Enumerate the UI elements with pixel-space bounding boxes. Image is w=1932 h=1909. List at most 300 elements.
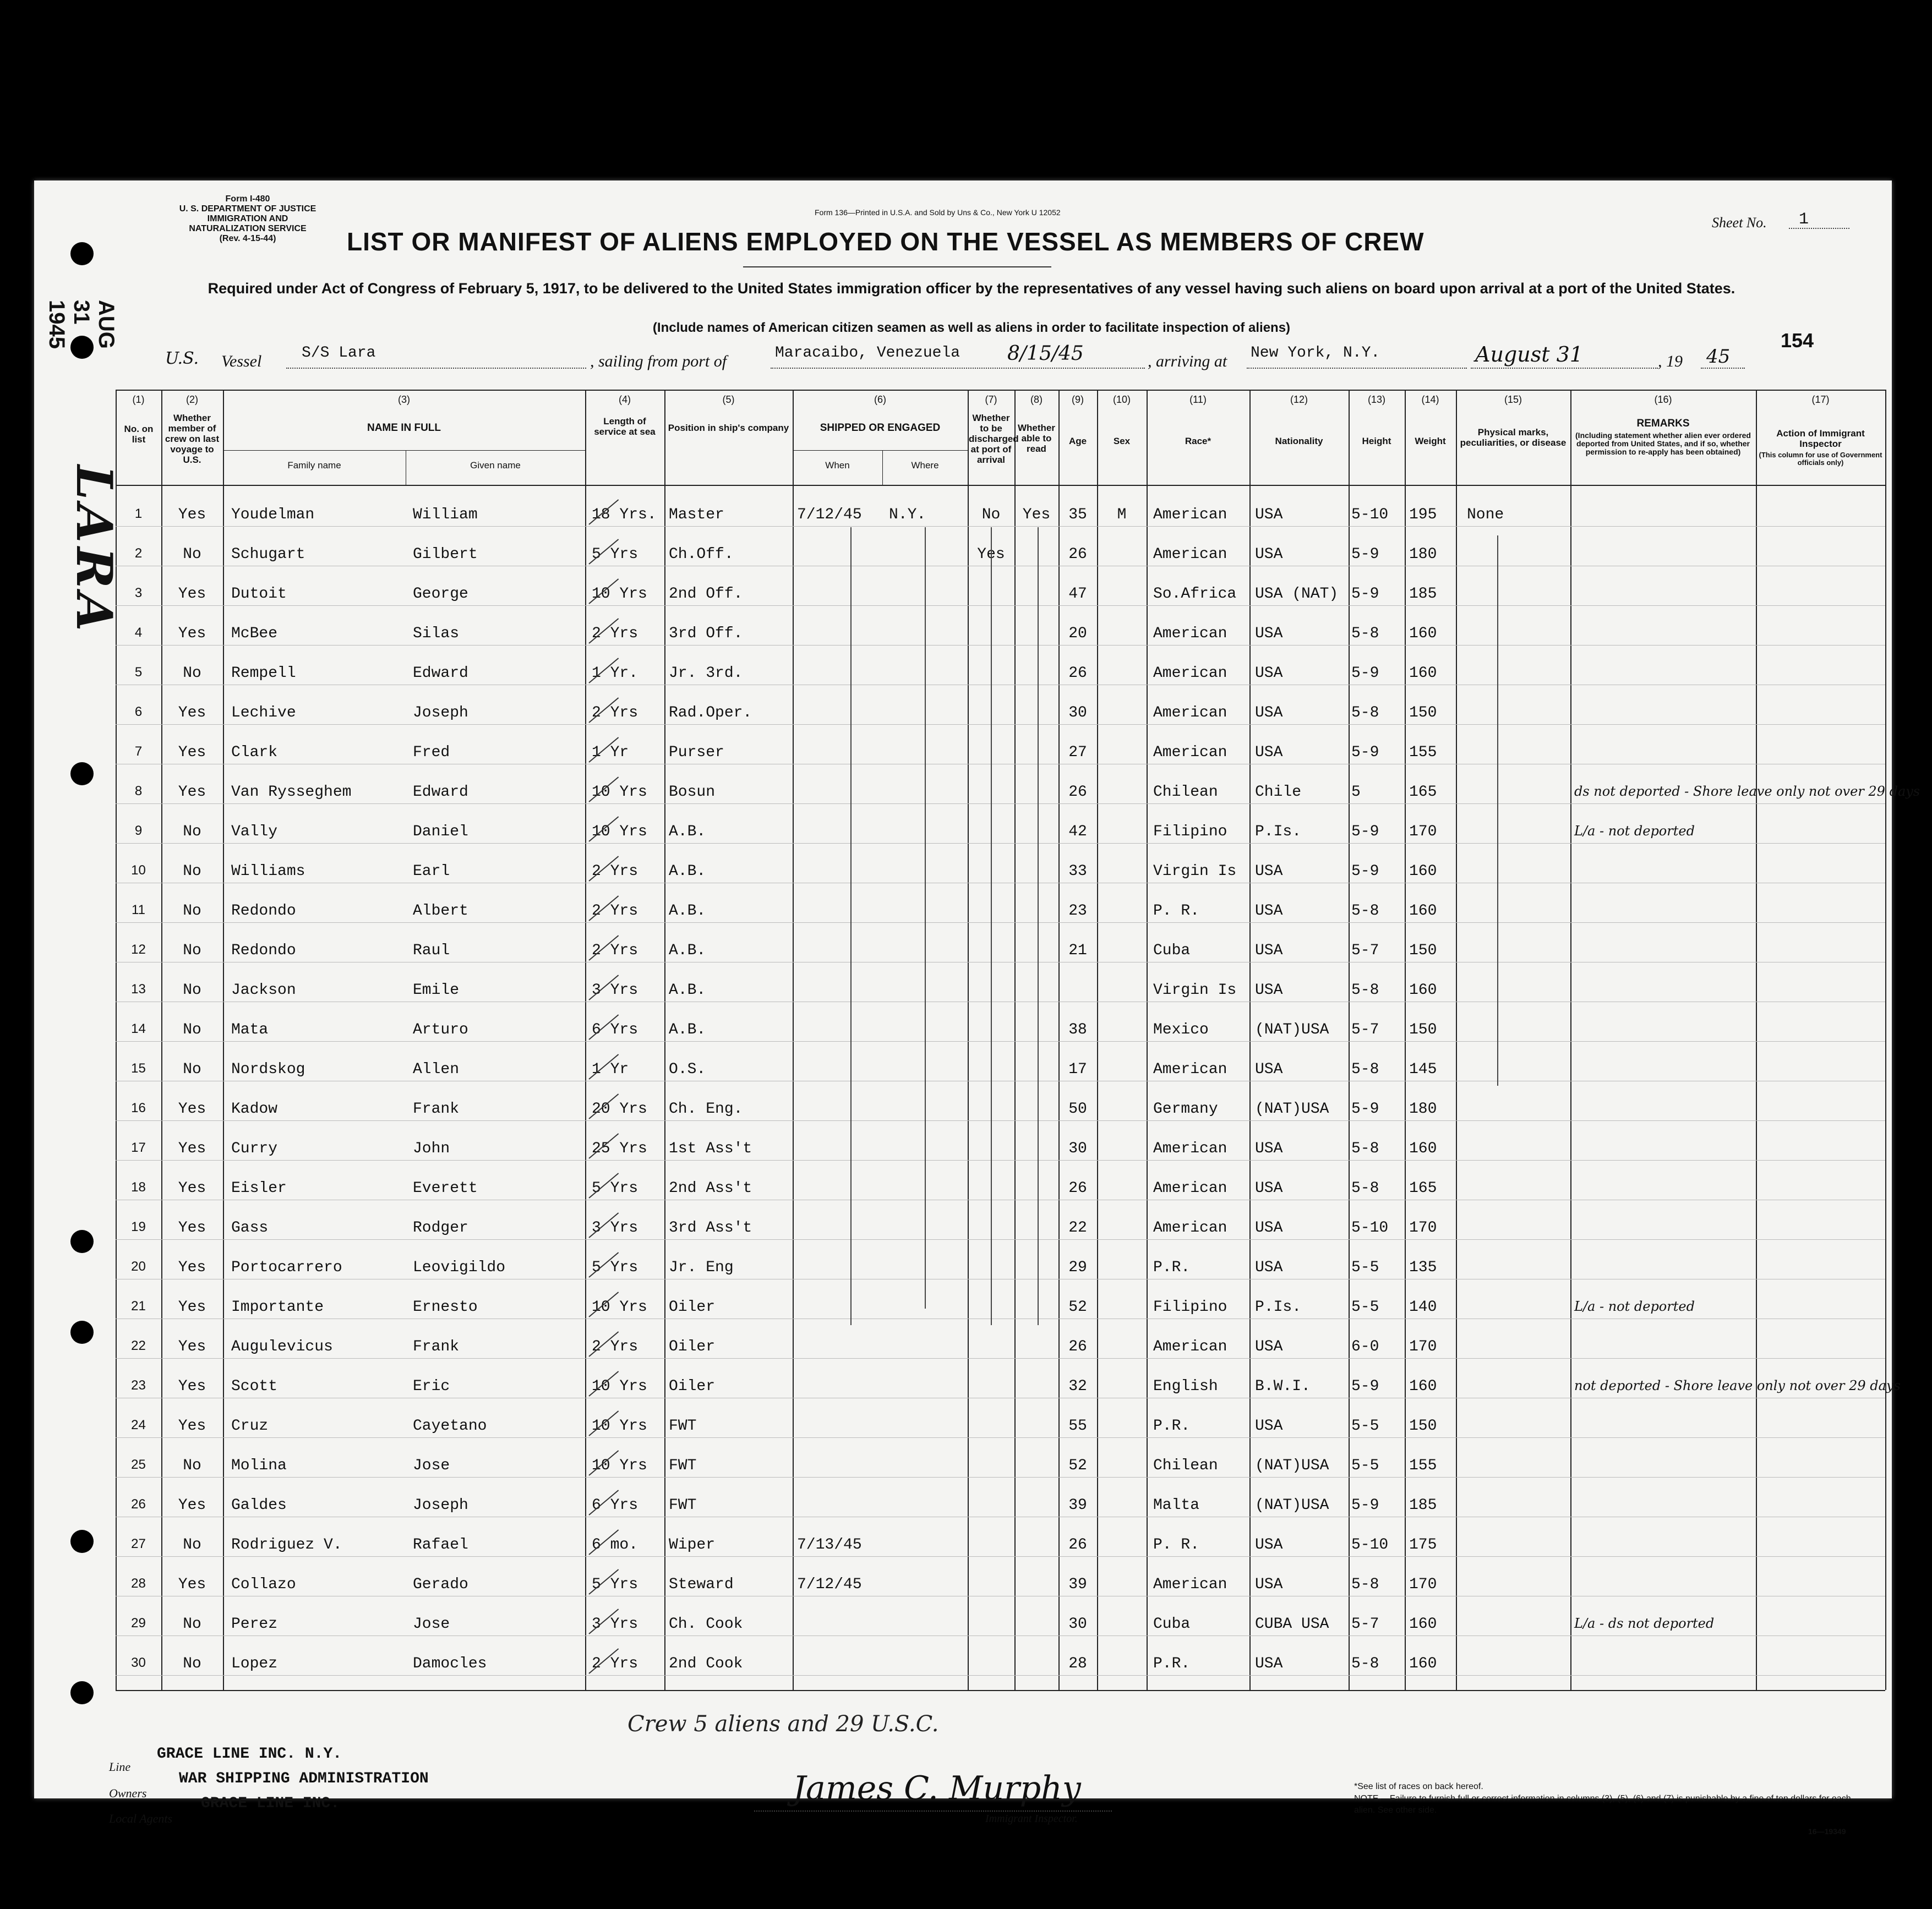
header-name: NAME IN FULL — [367, 422, 441, 434]
sailing-port: Maracaibo, Venezuela — [775, 344, 960, 362]
cell-service: 3 Yrs — [592, 1219, 638, 1237]
cell-weight: 160 — [1409, 665, 1437, 682]
cell-sex: M — [1117, 506, 1127, 523]
cell-last: No — [183, 1536, 201, 1554]
cell-weight: 140 — [1409, 1299, 1437, 1316]
cell-given: Raul — [413, 942, 450, 959]
row-divider — [116, 724, 1885, 725]
cell-weight: 185 — [1409, 586, 1437, 603]
cell-last: Yes — [178, 1180, 206, 1197]
cell-height: 5-5 — [1351, 1259, 1379, 1276]
cell-remarks: L/a - not deported — [1574, 1299, 1695, 1314]
col-num: (11) — [1189, 394, 1207, 405]
cell-race: Filipino — [1153, 1299, 1227, 1316]
cell-service: 10 Yrs — [592, 823, 647, 840]
cell-family: Nordskog — [231, 1061, 305, 1078]
cell-last: Yes — [178, 1140, 206, 1157]
header-no: No. on list — [124, 424, 154, 445]
cell-last: Yes — [178, 1219, 206, 1237]
cell-position: A.B. — [669, 942, 706, 959]
cell-nat: USA — [1255, 1655, 1283, 1672]
cell-age: 32 — [1068, 1378, 1087, 1395]
cell-nat: USA — [1255, 506, 1283, 523]
cell-no: 26 — [131, 1497, 146, 1512]
cell-no: 12 — [131, 942, 146, 957]
cell-family: Scott — [231, 1378, 278, 1395]
cell-weight: 155 — [1409, 744, 1437, 761]
cell-no: 28 — [131, 1576, 146, 1591]
cell-nat: USA — [1255, 546, 1283, 563]
cell-height: 5-7 — [1351, 1616, 1379, 1633]
cell-family: Redondo — [231, 942, 296, 959]
cell-weight: 180 — [1409, 1101, 1437, 1118]
cell-service: 5 Yrs — [592, 1576, 638, 1593]
cell-when: 7/12/45 — [797, 506, 862, 523]
cell-nat: (NAT)USA — [1255, 1021, 1329, 1038]
cell-given: Jose — [413, 1457, 450, 1474]
cell-service: 18 Yrs. — [592, 506, 657, 523]
cell-height: 5-10 — [1351, 506, 1389, 523]
cell-family: Schugart — [231, 546, 305, 563]
cell-given: Damocles — [413, 1655, 487, 1672]
inspector-signature: James C. Murphy — [793, 1769, 1081, 1808]
cell-no: 8 — [134, 784, 143, 798]
cell-last: Yes — [178, 744, 206, 761]
vessel-prefix: U.S. — [165, 349, 199, 368]
cell-last: Yes — [178, 1259, 206, 1276]
header-remarks: REMARKS — [1636, 418, 1690, 429]
cell-given: Everett — [413, 1180, 478, 1197]
cell-position: Ch. Cook — [669, 1616, 743, 1633]
cell-service: 25 Yrs — [592, 1140, 647, 1157]
cell-race: American — [1153, 1576, 1227, 1593]
cell-race: P.R. — [1153, 1418, 1191, 1435]
cell-age: 39 — [1068, 1576, 1087, 1593]
cell-last: Yes — [178, 1299, 206, 1316]
cell-position: FWT — [669, 1418, 697, 1435]
cell-age: 27 — [1068, 744, 1087, 761]
row-divider — [116, 1358, 1885, 1359]
punch-hole — [70, 1321, 94, 1344]
cell-given: Frank — [413, 1101, 460, 1118]
cell-family: Portocarrero — [231, 1259, 342, 1276]
requirement-statement: Required under Act of Congress of February 5, 1917, to be delivered to the United States immigration officer by the representatives of any vessel having such aliens on board upon arrival at a port of the United States. — [208, 280, 1735, 297]
cell-family: Redondo — [231, 902, 296, 920]
header-weight: Weight — [1415, 436, 1446, 446]
cell-service: 20 Yrs — [592, 1101, 647, 1118]
cell-service: 10 Yrs — [592, 1299, 647, 1316]
row-divider — [116, 1477, 1885, 1478]
cell-last: Yes — [178, 784, 206, 801]
cell-service: 5 Yrs — [592, 1180, 638, 1197]
arrival-date-stamp: AUG 31 1945 — [45, 300, 118, 349]
cell-family: Collazo — [231, 1576, 296, 1593]
row-divider — [116, 1675, 1885, 1676]
header-inspector-note: (This column for use of Government officials only) — [1759, 451, 1882, 467]
cell-position: 1st Ass't — [669, 1140, 752, 1157]
cell-height: 5 — [1351, 784, 1361, 801]
row-divider — [116, 1556, 1885, 1557]
cell-race: American — [1153, 625, 1227, 642]
cell-given: Frank — [413, 1338, 460, 1355]
cell-race: Cuba — [1153, 1616, 1191, 1633]
cell-family: Kadow — [231, 1101, 278, 1118]
cell-marks: None — [1467, 506, 1504, 523]
cell-age: 26 — [1068, 1180, 1087, 1197]
cell-nat: USA — [1255, 1418, 1283, 1435]
cell-race: Chilean — [1153, 784, 1218, 801]
cell-service: 3 Yrs — [592, 982, 638, 999]
cell-position: FWT — [669, 1497, 697, 1514]
cell-last: Yes — [178, 586, 206, 603]
cell-weight: 195 — [1409, 506, 1437, 523]
cell-no: 29 — [131, 1616, 146, 1631]
cell-last: Yes — [178, 1418, 206, 1435]
cell-no: 10 — [131, 863, 146, 878]
cell-family: Cruz — [231, 1418, 269, 1435]
cell-remarks: not deported - Shore leave only not over 29 days — [1574, 1378, 1901, 1393]
cell-no: 7 — [134, 744, 143, 759]
cell-no: 27 — [131, 1536, 146, 1551]
cell-no: 24 — [131, 1418, 146, 1432]
cell-nat: USA — [1255, 902, 1283, 920]
cell-service: 10 Yrs — [592, 784, 647, 801]
cell-last: No — [183, 863, 201, 880]
cell-nat: B.W.I. — [1255, 1378, 1311, 1395]
cell-race: P.R. — [1153, 1655, 1191, 1672]
cell-age: 47 — [1068, 586, 1087, 603]
cell-height: 5-7 — [1351, 1021, 1379, 1038]
cell-last: No — [183, 902, 201, 920]
cell-nat: USA — [1255, 665, 1283, 682]
cell-age: 23 — [1068, 902, 1087, 920]
crew-summary: Crew 5 aliens and 29 U.S.C. — [627, 1711, 939, 1737]
col-num: (4) — [619, 394, 631, 405]
cell-given: Gilbert — [413, 546, 478, 563]
cell-race: P. R. — [1153, 902, 1200, 920]
cell-age: 29 — [1068, 1259, 1087, 1276]
header-nationality: Nationality — [1275, 436, 1323, 446]
cell-family: Van Rysseghem — [231, 784, 352, 801]
cell-given: Allen — [413, 1061, 460, 1078]
cell-weight: 150 — [1409, 1418, 1437, 1435]
col-num: (9) — [1072, 394, 1084, 405]
cell-nat: CUBA USA — [1255, 1616, 1329, 1633]
col-num: (2) — [186, 394, 198, 405]
cell-given: George — [413, 586, 468, 603]
cell-given: Silas — [413, 625, 460, 642]
sailing-label: , sailing from port of — [590, 352, 727, 370]
cell-given: Gerado — [413, 1576, 468, 1593]
cell-height: 5-9 — [1351, 823, 1379, 840]
cell-no: 4 — [134, 625, 143, 640]
department: U. S. DEPARTMENT OF JUSTICE — [179, 204, 316, 214]
row-divider — [116, 1635, 1885, 1636]
port-underline — [771, 368, 1145, 369]
sailing-date: 8/15/45 — [1007, 342, 1084, 365]
cell-last: Yes — [178, 1576, 206, 1593]
cell-height: 5-8 — [1351, 1180, 1379, 1197]
cell-given: Daniel — [413, 823, 468, 840]
cell-given: John — [413, 1140, 450, 1157]
cell-nat: (NAT)USA — [1255, 1457, 1329, 1474]
cell-race: English — [1153, 1378, 1218, 1395]
cell-family: Gass — [231, 1219, 269, 1237]
cell-position: Oiler — [669, 1378, 716, 1395]
cell-position: 2nd Off. — [669, 586, 743, 603]
cell-height: 5-5 — [1351, 1299, 1379, 1316]
cell-last: No — [183, 1061, 201, 1078]
cell-nat: USA — [1255, 1259, 1283, 1276]
header-last-voyage: Whether member of crew on last voyage to U.S. — [165, 413, 220, 465]
cell-when: 7/13/45 — [797, 1536, 862, 1554]
row-divider — [116, 605, 1885, 606]
header-shipped: SHIPPED OR ENGAGED — [820, 422, 941, 434]
cell-height: 6-0 — [1351, 1338, 1379, 1355]
cell-position: Steward — [669, 1576, 734, 1593]
cell-given: Joseph — [413, 1497, 468, 1514]
cell-no: 23 — [131, 1378, 146, 1393]
ditto-line — [925, 527, 926, 1309]
stamp-number: 154 — [1781, 329, 1814, 352]
cell-age: 26 — [1068, 784, 1087, 801]
cell-nat: USA — [1255, 863, 1283, 880]
cell-last: Yes — [178, 506, 206, 523]
cell-last: Yes — [178, 1101, 206, 1118]
cell-last: No — [183, 823, 201, 840]
row-divider — [116, 843, 1885, 844]
cell-weight: 150 — [1409, 704, 1437, 721]
sheet-number: 1 — [1799, 210, 1809, 229]
cell-read: Yes — [1022, 506, 1051, 523]
cell-position: Ch. Eng. — [669, 1101, 743, 1118]
vessel-label: Vessel — [221, 352, 262, 370]
cell-service: 5 Yrs — [592, 1259, 638, 1276]
cell-weight: 170 — [1409, 823, 1437, 840]
cell-position: Oiler — [669, 1338, 716, 1355]
cell-family: Clark — [231, 744, 278, 761]
cell-given: Eric — [413, 1378, 450, 1395]
cell-weight: 145 — [1409, 1061, 1437, 1078]
punch-hole — [70, 242, 94, 265]
service: IMMIGRATION AND NATURALIZATION SERVICE — [189, 214, 307, 233]
cell-age: 39 — [1068, 1497, 1087, 1514]
header-position: Position in ship's company — [668, 423, 789, 433]
agents-name: GRACE LINE INC. — [201, 1795, 340, 1812]
cell-service: 10 Yrs — [592, 1457, 647, 1474]
col-num: (7) — [985, 394, 997, 405]
cell-race: Chilean — [1153, 1457, 1218, 1474]
cell-position: Purser — [669, 744, 724, 761]
cell-service: 2 Yrs — [592, 625, 638, 642]
cell-family: Augulevicus — [231, 1338, 333, 1355]
col-num: (8) — [1030, 394, 1043, 405]
form-code: 16—19349 — [1808, 1827, 1846, 1836]
ship-name-stamp: LARA — [65, 465, 123, 636]
cell-age: 33 — [1068, 863, 1087, 880]
cell-no: 13 — [131, 982, 146, 997]
sheet-underline — [1789, 228, 1849, 229]
cell-age: 26 — [1068, 546, 1087, 563]
cell-height: 5-8 — [1351, 1655, 1379, 1672]
cell-age: 55 — [1068, 1418, 1087, 1435]
cell-remarks: L/a - not deported — [1574, 823, 1695, 839]
header-when: When — [825, 460, 850, 471]
cell-position: 2nd Cook — [669, 1655, 743, 1672]
cell-remarks: L/a - ds not deported — [1574, 1616, 1715, 1631]
cell-service: 2 Yrs — [592, 1655, 638, 1672]
arrival-port: New York, N.Y. — [1251, 344, 1380, 362]
cell-given: William — [413, 506, 478, 523]
cell-position: A.B. — [669, 902, 706, 920]
col-num: (6) — [874, 394, 886, 405]
header-read: Whether able to read — [1018, 423, 1055, 454]
cell-age: 26 — [1068, 665, 1087, 682]
cell-service: 6 Yrs — [592, 1021, 638, 1038]
cell-age: 35 — [1068, 506, 1087, 523]
cell-race: Cuba — [1153, 942, 1191, 959]
cell-age: 30 — [1068, 704, 1087, 721]
signature-underline — [754, 1810, 1112, 1812]
cell-family: Molina — [231, 1457, 287, 1474]
page-title: LIST OR MANIFEST OF ALIENS EMPLOYED ON THE VESSEL AS MEMBERS OF CREW — [347, 227, 1425, 256]
cell-last: Yes — [178, 1378, 206, 1395]
cell-weight: 155 — [1409, 1457, 1437, 1474]
cell-nat: USA — [1255, 1536, 1283, 1554]
cell-weight: 160 — [1409, 625, 1437, 642]
header-where: Where — [911, 460, 939, 471]
cell-nat: USA (NAT) — [1255, 586, 1339, 603]
cell-nat: USA — [1255, 982, 1283, 999]
cell-height: 5-7 — [1351, 942, 1379, 959]
cell-family: Lechive — [231, 704, 296, 721]
cell-family: Rempell — [231, 665, 296, 682]
col-num: (16) — [1654, 394, 1672, 405]
row-divider — [116, 645, 1885, 646]
cell-no: 25 — [131, 1457, 146, 1472]
cell-service: 1 Yr. — [592, 665, 638, 682]
cell-race: Malta — [1153, 1497, 1200, 1514]
cell-last: No — [183, 982, 201, 999]
header-family-name: Family name — [287, 460, 341, 471]
cell-height: 5-8 — [1351, 704, 1379, 721]
row-divider — [116, 922, 1885, 923]
cell-position: 2nd Ass't — [669, 1180, 752, 1197]
cell-where: N.Y. — [889, 506, 926, 523]
row-divider — [116, 1239, 1885, 1240]
row-divider — [116, 1041, 1885, 1042]
cell-position: A.B. — [669, 863, 706, 880]
cell-last: No — [183, 1457, 201, 1474]
cell-position: Ch.Off. — [669, 546, 734, 563]
cell-service: 2 Yrs — [592, 1338, 638, 1355]
cell-last: Yes — [178, 1497, 206, 1514]
col-num: (3) — [398, 394, 410, 405]
cell-family: Dutoit — [231, 586, 287, 603]
cell-given: Leovigildo — [413, 1259, 506, 1276]
cell-given: Emile — [413, 982, 460, 999]
cell-position: Jr. Eng — [669, 1259, 734, 1276]
form-number: Form I-480 — [225, 194, 270, 204]
cell-given: Ernesto — [413, 1299, 478, 1316]
cell-nat: USA — [1255, 942, 1283, 959]
cell-family: McBee — [231, 625, 278, 642]
ditto-line — [1497, 535, 1498, 1086]
row-divider — [116, 1120, 1885, 1121]
col-num: (13) — [1367, 394, 1385, 405]
cell-position: Oiler — [669, 1299, 716, 1316]
cell-position: A.B. — [669, 1021, 706, 1038]
cell-service: 5 Yrs — [592, 546, 638, 563]
cell-service: 10 Yrs — [592, 1418, 647, 1435]
cell-nat: USA — [1255, 1576, 1283, 1593]
header-inspector: Action of Immigrant Inspector — [1776, 428, 1865, 449]
cell-weight: 160 — [1409, 1655, 1437, 1672]
cell-family: Curry — [231, 1140, 278, 1157]
cell-age: 28 — [1068, 1655, 1087, 1672]
cell-weight: 185 — [1409, 1497, 1437, 1514]
cell-height: 5-8 — [1351, 982, 1379, 999]
cell-weight: 170 — [1409, 1219, 1437, 1237]
cell-given: Edward — [413, 665, 468, 682]
cell-no: 1 — [134, 506, 143, 521]
cell-family: Lopez — [231, 1655, 278, 1672]
cell-height: 5-9 — [1351, 1101, 1379, 1118]
ditto-line — [991, 527, 992, 1325]
cell-service: 2 Yrs — [592, 902, 638, 920]
cell-given: Rafael — [413, 1536, 468, 1554]
arrival-date-underline — [1471, 368, 1658, 369]
printer-line: Form 136—Printed in U.S.A. and Sold by Uns & Co., New York U 12052 — [815, 208, 1061, 217]
cell-no: 21 — [131, 1299, 146, 1314]
vessel-underline — [286, 368, 586, 369]
cell-weight: 160 — [1409, 1378, 1437, 1395]
cell-height: 5-5 — [1351, 1418, 1379, 1435]
cell-weight: 150 — [1409, 942, 1437, 959]
cell-position: O.S. — [669, 1061, 706, 1078]
cell-weight: 165 — [1409, 784, 1437, 801]
header-race: Race* — [1185, 436, 1211, 446]
cell-race: American — [1153, 506, 1227, 523]
cell-last: No — [183, 942, 201, 959]
cell-age: 26 — [1068, 1338, 1087, 1355]
row-divider — [116, 803, 1885, 804]
cell-height: 5-9 — [1351, 1497, 1379, 1514]
cell-no: 16 — [131, 1101, 146, 1115]
cell-service: 1 Yr — [592, 1061, 629, 1078]
line-label: Line — [109, 1760, 131, 1774]
cell-position: A.B. — [669, 982, 706, 999]
header-service: Length of service at sea — [594, 416, 656, 437]
col-num: (17) — [1811, 394, 1830, 405]
cell-weight: 170 — [1409, 1576, 1437, 1593]
cell-race: American — [1153, 1180, 1227, 1197]
cell-no: 19 — [131, 1219, 146, 1234]
cell-race: American — [1153, 1219, 1227, 1237]
cell-no: 9 — [134, 823, 143, 838]
cell-family: Jackson — [231, 982, 296, 999]
cell-service: 1 Yr — [592, 744, 629, 761]
cell-race: Virgin Is — [1153, 863, 1237, 880]
cell-race: P. R. — [1153, 1536, 1200, 1554]
cell-family: Eisler — [231, 1180, 287, 1197]
arrival-date: August 31 — [1475, 342, 1583, 367]
cell-race: American — [1153, 665, 1227, 682]
inspector-label: Immigrant Inspector. — [985, 1813, 1078, 1825]
cell-service: 2 Yrs — [592, 942, 638, 959]
cell-given: Jose — [413, 1616, 450, 1633]
cell-weight: 160 — [1409, 902, 1437, 920]
